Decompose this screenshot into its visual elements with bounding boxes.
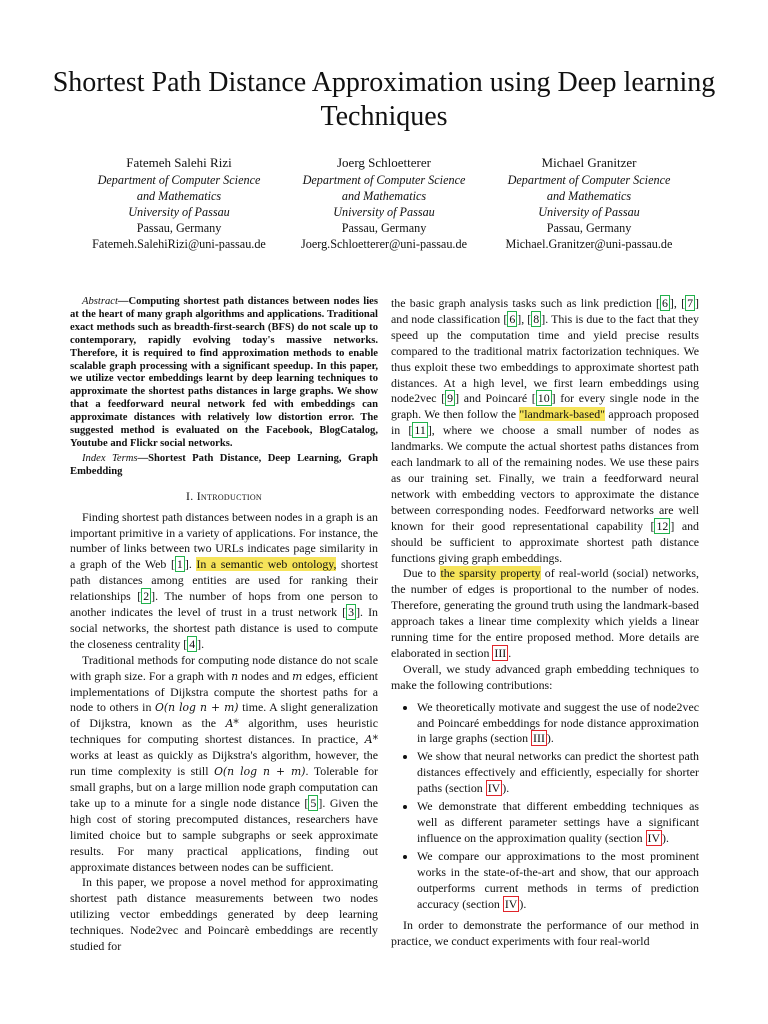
index-terms-label: Index Terms [82,452,138,464]
author-location: Passau, Germany [341,221,427,235]
paragraph-3: In this paper, we propose a novel method for approximating shortest path distance measurements between two nodes utilizing vector embeddings generated by deep learning techniques. Node2vec and Poincarè embeddings are recently studied for [70,875,378,954]
section-link[interactable]: IV [647,830,661,845]
author-name: Michael Granitzer [541,155,637,170]
highlight: "landmark-based" [519,407,606,422]
author-1 [64,155,294,252]
author-name: Fatemeh Salehi Rizi [126,155,232,170]
citation-link[interactable]: 7 [687,296,694,310]
citation-link[interactable]: 6 [661,296,668,310]
section-heading [70,489,378,505]
author-dept-2: and Mathematics [546,189,632,203]
citation-link[interactable]: 5 [310,795,317,810]
section-number: I. [185,488,197,503]
contributions-list [391,700,699,913]
abstract-text: —Computing shortest path distances between nodes lies at the heart of many graph algorithms and applications. Traditional exact methods such as breadth-first-search (BFS) do not scale up to contemporary, rapidly evolving today's massive networks. Therefore, it is required to find approximation methods to enable scalable graph processing with a significant speedup. In this paper, we utilize vector embeddings learnt by deep learning techniques to approximate the shortest paths distances in large graphs. We show that a feedforward neural network fed with embeddings can approximate distances with relatively low distortion error. The suggested method is evaluated on the Facebook, BlogCatalog, Youtube and Flickr social networks. [70,296,378,449]
abstract [70,296,378,451]
right-column [391,296,699,950]
author-email: Joerg.Schloetterer@uni-passau.de [300,237,467,251]
author-location: Passau, Germany [546,221,632,235]
author-2 [269,155,499,252]
index-terms [70,453,378,479]
paragraph-7: In order to demonstrate the performance of our method in practice, we conduct experiments with four real-world [391,918,699,949]
author-univ: University of Passau [538,205,640,219]
paragraph-1: Finding shortest path distances between nodes in a graph is an important primitive in a variety of applications. For instance, the number of links between two URLs indicates page similarity in a graph of the Web [ 1 ]. In a semantic web ontology, shortest path distances among entities are used for ranking their relationships [ 2 ]. The number of hops from one person to another indicates the level of trust in a trust network [ 3 ]. In social networks, the shortest path distance is used to compute the closeness centrality [ 4 ]. [70,509,379,651]
left-column [70,296,378,955]
highlight: the sparsity property [440,566,541,581]
author-email: Fatemeh.SalehiRizi@uni-passau.de [92,237,266,251]
list-item: • We show that neural networks can predict the shortest path distances effectively and efficiently, especially for shorter paths (section IV ). [417,749,699,797]
author-3 [474,155,704,252]
paragraph-2: Traditional methods for computing node distance do not scale with graph size. For a graph with n nodes and m edges, efficient implementations of Dijkstra compute the shortest paths for a node to others in O(n log n + m) time. A slight generalization of Dijkstra, known as the A* algorithm, uses heuristic techniques for computing shortest distances. In practice, A* works at least as quickly as Dijkstra's algorithm, however, the run time complexity is still O(n log n + m). Tolerable for small graphs, but on a large million node graph computation can take up to a minute for a single node distance [ 5 ]. Given the high cost of storing precomputed distances, researchers have limited choice but to sample subgraphs or seek approximate results. For many practical applications, finding out approximate distances between nodes can be sufficient. [70,652,379,874]
author-email: Michael.Granitzer@uni-passau.de [505,237,673,251]
author-name: Joerg Schloetterer [337,155,431,170]
citation-link[interactable]: 12 [656,518,669,533]
index-terms-text: —Shortest Path Distance, Deep Learning, Graph Embedding [70,452,378,477]
author-dept-2: and Mathematics [136,189,222,203]
section-link[interactable]: IV [487,781,501,796]
list-item: • We demonstrate that different embedding techniques as well as different parameter settings have a significant influence on the approximation quality (section IV ). [417,799,699,847]
paragraph-6: Overall, we study advanced graph embedding techniques to make the following contributions: [391,661,699,692]
citation-link[interactable]: 1 [176,557,183,572]
section-title: Introduction [196,488,263,503]
citation-link[interactable]: 3 [348,605,355,620]
list-item: • We theoretically motivate and suggest the use of node2vec and Poincaré embeddings for node distance approximation in large graphs (section III ). [417,700,699,748]
citation-link[interactable]: 8 [533,311,540,326]
author-univ: University of Passau [333,205,435,219]
list-item: • We compare our approximations to the most prominent works in the state-of-the-art and show, that our approach outperforms current methods in terms of prediction accuracy (section IV ). [417,849,699,913]
section-link[interactable]: III [494,645,507,660]
citation-link[interactable]: 4 [189,636,196,651]
abstract-label: Abstract [82,296,118,307]
citation-link[interactable]: 2 [143,589,150,604]
paragraph-4: the basic graph analysis tasks such as link prediction [ 6 ], [ 7 ] and node classification [ 6 ], [ 8 ]. This is due to the fact that they speed up the computation time and yield precise results compared to the traditional matrix factorization techniques. We thus exploit these two embeddings to approximate shortest path distances. At a high level, we first learn embeddings using node2vec [ 9 ] and Poincaré [ 10 ] for every single node in the graph. We then follow the "landmark-based" approach proposed in [ 11 ], where we choose a small number of nodes as landmarks. We compute the actual shortest paths distances from each landmark to all of the remaining nodes. We use these pairs as our training set. Finally, we train a feedforward neural network with embedding vectors to approximate the distance between corresponding nodes. Feedforward networks are well known for their good representational capability [ 12 ] and should be sufficient to approximate shortest path distance functions giving graph embeddings. [391,296,700,565]
author-dept-2: and Mathematics [341,189,427,203]
citation-link[interactable]: 10 [537,391,550,406]
citation-link[interactable]: 9 [447,391,454,406]
author-dept: Department of Computer Science [302,173,466,187]
author-dept: Department of Computer Science [507,173,671,187]
highlight: In a semantic web ontology, [196,557,337,572]
author-univ: University of Passau [128,205,230,219]
section-link[interactable]: IV [504,896,518,911]
section-link[interactable]: III [533,731,545,746]
citation-link[interactable]: 11 [414,423,426,438]
citation-link[interactable]: 6 [509,311,516,326]
paper-title: Shortest Path Distance Approximation using Deep learning Techniques [52,67,716,132]
paragraph-5: Due to the sparsity property of real-world (social) networks, the number of edges is proportional to the number of nodes. Therefore, generating the ground truth using the landmark-based approach takes a linear time complexity which yields a linear running time for the entire proposed method. More details are elaborated in section III . [391,566,699,660]
author-location: Passau, Germany [136,221,222,235]
author-dept: Department of Computer Science [97,173,261,187]
